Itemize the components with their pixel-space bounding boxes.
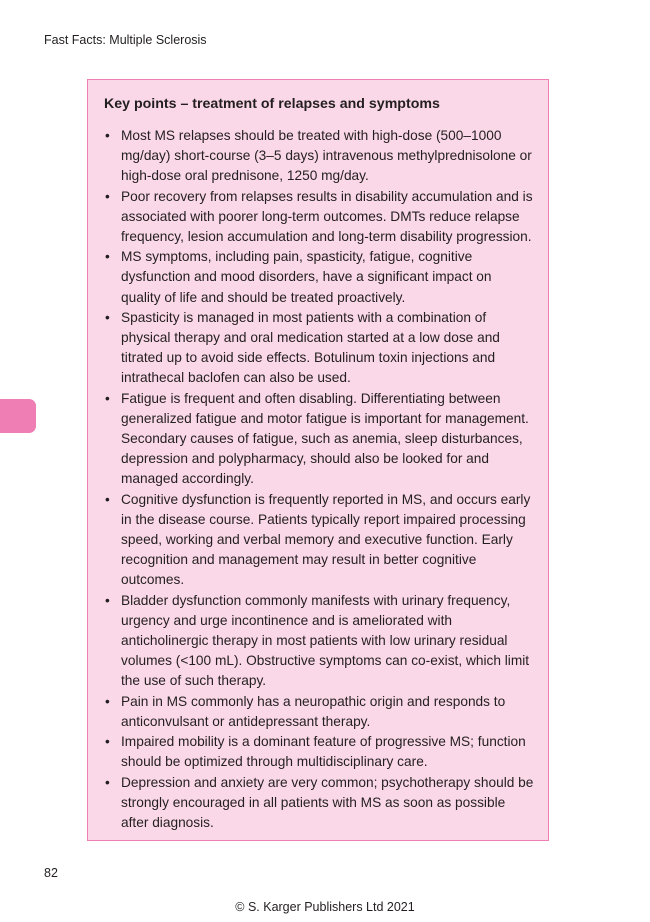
copyright-notice: © S. Karger Publishers Ltd 2021	[235, 900, 415, 914]
key-point-item: • Most MS relapses should be treated with high-dose (500–1000 mg/day) short-course (3–5 days) intravenous methylprednisolone or high-dose oral prednisone, 1250 mg/day.	[104, 126, 534, 187]
key-points-list	[104, 126, 534, 833]
key-points-box	[87, 79, 549, 841]
key-point-item: • Pain in MS commonly has a neuropathic origin and responds to anticonvulsant or antidepressant therapy.	[104, 692, 534, 732]
key-point-item: • Cognitive dysfunction is frequently reported in MS, and occurs early in the disease course. Patients typically report impaired processing speed, working and verbal memory and executive function. Early recognition and management may result in better cognitive outcomes.	[104, 490, 534, 591]
key-points-title: Key points – treatment of relapses and symptoms	[104, 96, 440, 112]
key-point-item: • Spasticity is managed in most patients with a combination of physical therapy and oral medication started at a low dose and titrated up to avoid side effects. Botulinum toxin injections and intrathecal baclofen can also be used.	[104, 308, 534, 389]
key-point-item: • Impaired mobility is a dominant feature of progressive MS; function should be optimized through multidisciplinary care.	[104, 732, 534, 772]
running-head: Fast Facts: Multiple Sclerosis	[44, 33, 207, 47]
key-point-item: • MS symptoms, including pain, spasticity, fatigue, cognitive dysfunction and mood disorders, have a significant impact on quality of life and should be treated proactively.	[104, 247, 534, 308]
key-point-item: • Bladder dysfunction commonly manifests with urinary frequency, urgency and urge incontinence and is ameliorated with anticholinergic therapy in most patients with low urinary residual volumes (<100 mL). Obstructive symptoms can co-exist, which limit the use of such therapy.	[104, 591, 534, 692]
chapter-tab	[0, 399, 36, 433]
key-point-item: • Fatigue is frequent and often disabling. Differentiating between generalized fatigue and motor fatigue is important for management. Secondary causes of fatigue, such as anemia, sleep disturbances, depression and polypharmacy, should also be looked for and managed accordingly.	[104, 389, 534, 490]
key-point-item: • Poor recovery from relapses results in disability accumulation and is associated with poorer long-term outcomes. DMTs reduce relapse frequency, lesion accumulation and long-term disability progression.	[104, 187, 534, 248]
page-number: 82	[44, 866, 58, 880]
key-point-item: • Depression and anxiety are very common; psychotherapy should be strongly encouraged in all patients with MS as soon as possible after diagnosis.	[104, 773, 534, 834]
